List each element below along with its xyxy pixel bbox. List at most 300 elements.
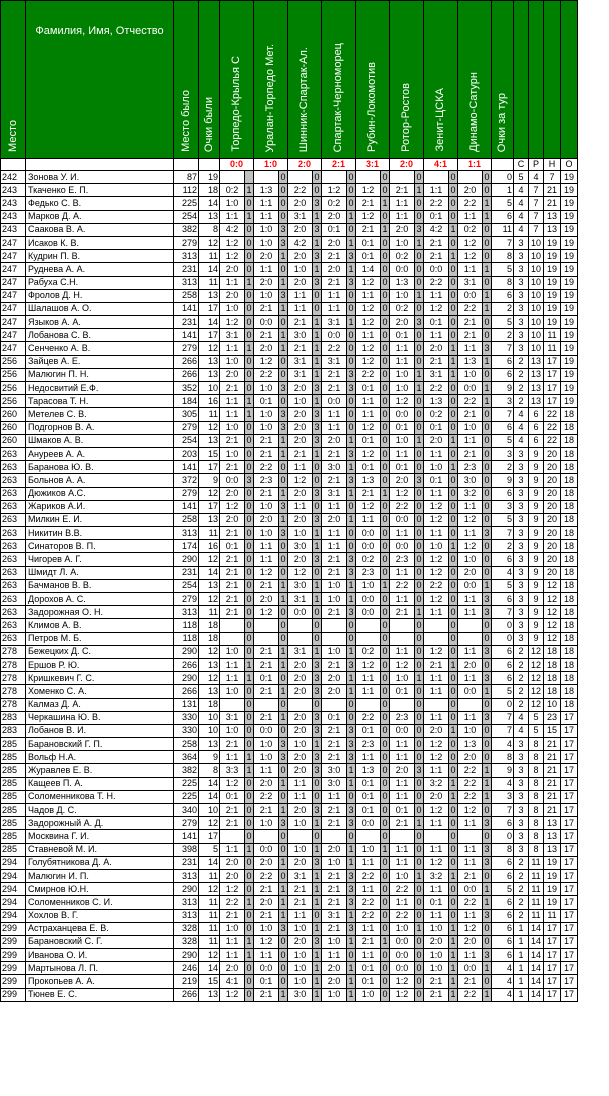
prev-points-cell: 12 [199, 672, 220, 685]
prev-place-cell: 246 [174, 962, 199, 975]
stat-o-cell: 17 [561, 909, 578, 922]
match6-points-cell: 0 [415, 593, 424, 606]
header-row [1, 1, 578, 159]
match7-forecast-cell: 1:3 [424, 395, 449, 408]
match4-forecast-cell: 2:1 [322, 474, 347, 487]
match1-forecast-cell: 1:1 [220, 935, 245, 948]
round-points-cell: 2 [492, 329, 514, 342]
round-points-cell: 2 [492, 461, 514, 474]
match5-points-cell: 0 [381, 408, 390, 421]
round-points-cell: 0 [492, 830, 514, 843]
match7-forecast-cell: 1:2 [424, 593, 449, 606]
match6-forecast-cell: 1:1 [390, 645, 415, 658]
stat-n-cell: 22 [544, 408, 561, 421]
prev-place-cell: 225 [174, 197, 199, 210]
stat-o-cell: 19 [561, 171, 578, 184]
match3-forecast-cell: 1:0 [288, 975, 313, 988]
place-cell: 283 [1, 711, 26, 724]
stat-r-cell: 7 [529, 197, 544, 210]
match8-forecast-cell: 2:1 [458, 408, 483, 421]
match3-points-cell: 1 [313, 329, 322, 342]
match3-points-cell: 3 [313, 276, 322, 289]
stat-r-cell: 6 [529, 434, 544, 447]
stat-r-cell: 7 [529, 184, 544, 197]
stat-s-cell: 3 [514, 289, 529, 302]
stat-r-cell: 9 [529, 474, 544, 487]
name-cell: Ткаченко Е. П. [26, 184, 174, 197]
table-row [1, 236, 578, 249]
match8-forecast-cell: 1:1 [458, 593, 483, 606]
match1-points-cell: 0 [245, 487, 254, 500]
prev-place-cell: 258 [174, 513, 199, 526]
place-cell: 243 [1, 210, 26, 223]
match8-forecast-cell: 1:3 [458, 738, 483, 751]
prev-place-cell: 328 [174, 922, 199, 935]
match8-points-cell: 1 [483, 962, 492, 975]
table-row [1, 276, 578, 289]
prev-points-cell: 14 [199, 856, 220, 869]
stat-r-cell: 8 [529, 830, 544, 843]
match2-forecast-cell: 1:0 [254, 922, 279, 935]
match8-forecast-cell: 2:0 [458, 935, 483, 948]
round-points-cell: 6 [492, 421, 514, 434]
match8-forecast-cell: 1:2 [458, 540, 483, 553]
match6-forecast-cell: 2:2 [390, 909, 415, 922]
match-header-6: Ротор-Ростов [390, 1, 424, 159]
prev-place-cell: 279 [174, 487, 199, 500]
prev-points-cell: 12 [199, 817, 220, 830]
match8-forecast-cell: 1:2 [458, 922, 483, 935]
prev-place-cell: 290 [174, 672, 199, 685]
match4-forecast-cell: 1:0 [322, 593, 347, 606]
prev-place-cell: 313 [174, 527, 199, 540]
match1-points-cell: 0 [245, 223, 254, 236]
match1-forecast-cell: 1:0 [220, 724, 245, 737]
stat-o-cell: 17 [561, 843, 578, 856]
place-cell: 285 [1, 790, 26, 803]
match8-points-cell: 3 [483, 856, 492, 869]
match2-points-cell: 0 [279, 698, 288, 711]
match1-forecast-cell [220, 830, 245, 843]
match8-points-cell: 0 [483, 171, 492, 184]
match1-forecast-cell: 1:0 [220, 922, 245, 935]
match2-points-cell: 0 [279, 210, 288, 223]
match8-forecast-cell: 1:1 [458, 210, 483, 223]
match1-points-cell: 1 [245, 395, 254, 408]
match5-forecast-cell: 1:3 [356, 764, 381, 777]
place-cell: 278 [1, 698, 26, 711]
match2-forecast-cell: 2:0 [254, 777, 279, 790]
match8-forecast-cell: 3:1 [458, 276, 483, 289]
match8-forecast-cell: 1:0 [458, 421, 483, 434]
match8-points-cell: 0 [483, 447, 492, 460]
round-points-cell: 6 [492, 869, 514, 882]
match2-points-cell: 1 [279, 447, 288, 460]
match8-forecast-cell: 0:0 [458, 685, 483, 698]
match6-points-cell: 0 [415, 447, 424, 460]
match2-points-cell: 1 [279, 856, 288, 869]
match7-forecast-cell: 1:1 [424, 329, 449, 342]
match6-forecast-cell: 1:0 [390, 368, 415, 381]
stat-r-cell: 12 [529, 685, 544, 698]
match8-forecast-cell: 1:1 [458, 645, 483, 658]
match3-forecast-cell: 3:1 [288, 645, 313, 658]
match6-points-cell: 1 [415, 922, 424, 935]
results-spacer [492, 159, 514, 171]
match3-forecast-cell [288, 830, 313, 843]
place-cell: 260 [1, 408, 26, 421]
match6-points-cell: 1 [415, 817, 424, 830]
stat-n-cell: 21 [544, 764, 561, 777]
match1-forecast-cell: 1:2 [220, 250, 245, 263]
match7-points-cell: 0 [449, 210, 458, 223]
match8-forecast-cell: 2:0 [458, 184, 483, 197]
round-points-cell: 5 [492, 434, 514, 447]
stat-s-cell: 3 [514, 329, 529, 342]
stat-s-cell: 3 [514, 553, 529, 566]
match4-points-cell: 3 [347, 869, 356, 882]
match2-forecast-cell: 0:1 [254, 975, 279, 988]
name-cell: Чадов Д. С. [26, 804, 174, 817]
match1-points-cell: 0 [245, 790, 254, 803]
match5-forecast-cell: 1:2 [356, 276, 381, 289]
name-cell: Руднева А. А. [26, 263, 174, 276]
place-cell: 263 [1, 593, 26, 606]
name-cell: Фролов Д. Н. [26, 289, 174, 302]
name-cell: Вольф Н.А. [26, 751, 174, 764]
match8-forecast-cell: 1:1 [458, 711, 483, 724]
round-points-cell: 8 [492, 751, 514, 764]
match1-points-cell: 0 [245, 724, 254, 737]
match5-points-cell: 0 [381, 302, 390, 315]
stat-o-cell: 19 [561, 210, 578, 223]
match1-points-cell: 0 [245, 685, 254, 698]
match2-forecast-cell: 2:1 [254, 447, 279, 460]
match2-forecast-cell: 2:0 [254, 250, 279, 263]
name-cell: Барановский С. Г. [26, 935, 174, 948]
stat-n-cell: 17 [544, 382, 561, 395]
prev-place-cell: 258 [174, 289, 199, 302]
round-points-cell: 6 [492, 368, 514, 381]
name-cell: Ставневой М. И. [26, 843, 174, 856]
match5-forecast-cell: 1:2 [356, 500, 381, 513]
match8-points-cell: 1 [483, 896, 492, 909]
stat-r-cell: 9 [529, 566, 544, 579]
prev-points-header: Очки были [199, 1, 220, 159]
round-points-cell: 6 [492, 922, 514, 935]
table-row [1, 724, 578, 737]
round-points-cell: 5 [492, 579, 514, 592]
stat-s-cell: 2 [514, 909, 529, 922]
place-cell: 263 [1, 513, 26, 526]
match3-forecast-cell: 1:2 [288, 474, 313, 487]
match6-forecast-cell: 1:2 [390, 975, 415, 988]
table-row [1, 869, 578, 882]
round-points-cell: 9 [492, 474, 514, 487]
stat-n-cell: 19 [544, 250, 561, 263]
stat-n-cell: 13 [544, 223, 561, 236]
match8-points-cell: 0 [483, 632, 492, 645]
stat-n-cell: 20 [544, 553, 561, 566]
match6-forecast-cell: 1:1 [390, 751, 415, 764]
match5-forecast-cell: 0:1 [356, 461, 381, 474]
match7-forecast-cell: 2:0 [424, 790, 449, 803]
table-row [1, 329, 578, 342]
match4-forecast-cell: 3:0 [322, 764, 347, 777]
match3-forecast-cell: 1:0 [288, 817, 313, 830]
prev-points-cell: 13 [199, 738, 220, 751]
stat-r-cell: 13 [529, 382, 544, 395]
match4-points-cell: 0 [347, 184, 356, 197]
stat-o-cell: 19 [561, 342, 578, 355]
prev-points-cell: 12 [199, 645, 220, 658]
stat-n-cell: 21 [544, 738, 561, 751]
match1-forecast-cell: 2:0 [220, 513, 245, 526]
prev-points-cell: 13 [199, 579, 220, 592]
match5-forecast-cell: 1:1 [356, 685, 381, 698]
match1-forecast-cell: 1:2 [220, 236, 245, 249]
place-cell: 243 [1, 197, 26, 210]
match4-points-cell: 0 [347, 500, 356, 513]
match5-forecast-cell: 1:2 [356, 316, 381, 329]
name-cell: Марков Д. А. [26, 210, 174, 223]
match2-points-cell: 1 [279, 645, 288, 658]
name-cell: Мартынова Л. П. [26, 962, 174, 975]
stat-o-cell: 18 [561, 632, 578, 645]
round-points-cell: 5 [492, 316, 514, 329]
stat-n-cell: 20 [544, 474, 561, 487]
match4-points-cell: 1 [347, 843, 356, 856]
round-points-cell: 6 [492, 658, 514, 671]
match6-points-cell: 0 [415, 909, 424, 922]
match3-forecast-cell: 2:0 [288, 421, 313, 434]
match2-forecast-cell [254, 171, 279, 184]
match8-forecast-cell: 1:2 [458, 804, 483, 817]
match1-forecast-cell: 2:1 [220, 804, 245, 817]
match4-points-cell: 3 [347, 447, 356, 460]
prev-points-cell: 11 [199, 408, 220, 421]
match6-points-cell: 0 [415, 738, 424, 751]
match3-points-cell: 3 [313, 421, 322, 434]
match7-forecast-cell: 1:2 [424, 566, 449, 579]
match6-points-cell: 0 [415, 500, 424, 513]
match7-points-cell: 1 [449, 355, 458, 368]
match8-forecast-cell: 2:2 [458, 896, 483, 909]
match7-forecast-cell: 1:1 [424, 289, 449, 302]
match7-forecast-cell: 1:0 [424, 922, 449, 935]
match8-points-cell: 0 [483, 698, 492, 711]
match7-points-cell: 0 [449, 843, 458, 856]
stat-r-cell: 10 [529, 236, 544, 249]
match7-points-cell: 1 [449, 949, 458, 962]
match6-forecast-cell [390, 698, 415, 711]
stat-r-cell: 14 [529, 975, 544, 988]
match3-points-cell: 3 [313, 751, 322, 764]
match8-forecast-cell: 0:0 [458, 289, 483, 302]
stat-s-cell: 3 [514, 316, 529, 329]
match4-forecast-cell [322, 619, 347, 632]
match4-points-cell: 1 [347, 935, 356, 948]
prev-points-cell: 11 [199, 869, 220, 882]
match6-forecast-cell: 1:1 [390, 197, 415, 210]
match5-points-cell: 1 [381, 935, 390, 948]
match5-forecast-cell: 0:1 [356, 382, 381, 395]
match1-forecast-cell: 2:0 [220, 263, 245, 276]
name-cell: Ершов Р. Ю. [26, 658, 174, 671]
match6-forecast-cell: 1:1 [390, 777, 415, 790]
prev-points-cell: 13 [199, 355, 220, 368]
match8-forecast-cell: 1:1 [458, 434, 483, 447]
match6-points-cell: 1 [415, 236, 424, 249]
match4-points-cell: 3 [347, 883, 356, 896]
match5-forecast-cell: 0:1 [356, 804, 381, 817]
match8-points-cell: 0 [483, 751, 492, 764]
match6-points-cell: 0 [415, 962, 424, 975]
match4-points-cell: 0 [347, 711, 356, 724]
match5-points-cell: 0 [381, 711, 390, 724]
match5-points-cell: 0 [381, 869, 390, 882]
match7-forecast-cell: 2:1 [424, 236, 449, 249]
match4-points-cell: 0 [347, 830, 356, 843]
match5-points-cell: 1 [381, 487, 390, 500]
match7-forecast-cell: 1:1 [424, 447, 449, 460]
match8-points-cell: 0 [483, 250, 492, 263]
table-row [1, 342, 578, 355]
place-cell: 247 [1, 329, 26, 342]
match5-forecast-cell: 1:1 [356, 408, 381, 421]
match2-forecast-cell: 2:2 [254, 368, 279, 381]
match6-points-cell: 3 [415, 316, 424, 329]
round-points-cell: 7 [492, 236, 514, 249]
stat-r-cell: 9 [529, 593, 544, 606]
match6-points-cell: 1 [415, 289, 424, 302]
match3-forecast-cell: 2:0 [288, 804, 313, 817]
match1-points-cell: 0 [245, 250, 254, 263]
place-cell: 285 [1, 804, 26, 817]
match4-forecast-cell: 2:0 [322, 434, 347, 447]
name-cell: Бежецких Д. С. [26, 645, 174, 658]
match2-points-cell: 0 [279, 949, 288, 962]
prev-place-cell: 330 [174, 724, 199, 737]
match5-points-cell: 0 [381, 263, 390, 276]
stat-n-cell: 13 [544, 210, 561, 223]
match8-forecast-cell: 1:1 [458, 817, 483, 830]
round-points-cell: 4 [492, 962, 514, 975]
match4-forecast-cell: 1:0 [322, 988, 347, 1001]
match1-forecast-cell: 2:0 [220, 368, 245, 381]
match1-points-cell: 0 [245, 856, 254, 869]
match8-forecast-cell: 1:1 [458, 263, 483, 276]
stat-o-cell: 19 [561, 250, 578, 263]
round-points-cell: 6 [492, 909, 514, 922]
results-row [1, 159, 578, 171]
round-points-cell: 8 [492, 276, 514, 289]
match7-forecast-cell: 1:2 [424, 500, 449, 513]
prev-points-cell: 12 [199, 487, 220, 500]
match3-points-cell: 1 [313, 527, 322, 540]
match3-forecast-cell: 2:0 [288, 856, 313, 869]
match7-points-cell: 1 [449, 540, 458, 553]
match1-points-cell: 0 [245, 236, 254, 249]
match8-points-cell: 0 [483, 658, 492, 671]
match5-forecast-cell: 2:1 [356, 197, 381, 210]
match1-points-cell: 0 [245, 316, 254, 329]
match3-points-cell: 0 [313, 777, 322, 790]
stat-r-cell: 8 [529, 764, 544, 777]
match5-forecast-cell: 1:2 [356, 342, 381, 355]
prev-points-cell: 12 [199, 342, 220, 355]
stat-r-cell: 10 [529, 329, 544, 342]
match1-forecast-cell: 2:1 [220, 593, 245, 606]
prev-place-cell: 219 [174, 975, 199, 988]
prev-points-cell: 18 [199, 184, 220, 197]
match1-forecast-cell: 2:1 [220, 817, 245, 830]
stat-n-cell: 17 [544, 922, 561, 935]
name-cell: Черкашина Ю. В. [26, 711, 174, 724]
match4-points-cell: 3 [347, 606, 356, 619]
stat-o-cell: 17 [561, 883, 578, 896]
prev-points-cell: 13 [199, 658, 220, 671]
match8-points-cell: 0 [483, 434, 492, 447]
stat-r-cell: 13 [529, 368, 544, 381]
match7-forecast-cell: 1:2 [424, 751, 449, 764]
match6-forecast-cell: 0:1 [390, 685, 415, 698]
match7-points-cell: 0 [449, 276, 458, 289]
match1-forecast-cell: 4:2 [220, 223, 245, 236]
match8-points-cell: 0 [483, 500, 492, 513]
match2-forecast-cell: 1:1 [254, 540, 279, 553]
name-cell: Калмаз Д. А. [26, 698, 174, 711]
match5-points-cell: 0 [381, 962, 390, 975]
match8-points-cell: 0 [483, 408, 492, 421]
match4-forecast-cell: 1:0 [322, 645, 347, 658]
prev-points-cell: 11 [199, 606, 220, 619]
match1-forecast-cell: 1:1 [220, 672, 245, 685]
name-cell: Астраханцева Е. В. [26, 922, 174, 935]
match7-points-cell: 0 [449, 171, 458, 184]
match2-points-cell: 1 [279, 593, 288, 606]
match1-forecast-cell: 1:0 [220, 685, 245, 698]
stat-s-cell: 3 [514, 302, 529, 315]
results-spacer [199, 159, 220, 171]
name-cell: Малюгин И. П. [26, 869, 174, 882]
round-points-cell: 2 [492, 540, 514, 553]
prev-place-cell: 352 [174, 382, 199, 395]
match2-forecast-cell: 1:2 [254, 566, 279, 579]
match2-forecast-cell: 2:1 [254, 685, 279, 698]
match4-forecast-cell: 1:1 [322, 527, 347, 540]
stat-s-cell: 2 [514, 395, 529, 408]
match7-forecast-cell: 1:2 [424, 645, 449, 658]
match3-forecast-cell: 1:0 [288, 263, 313, 276]
match5-points-cell: 0 [381, 817, 390, 830]
place-cell: 299 [1, 949, 26, 962]
match8-forecast-cell: 1:1 [458, 949, 483, 962]
place-cell: 285 [1, 738, 26, 751]
match1-points-cell: 0 [245, 804, 254, 817]
match3-forecast-cell: 3:1 [288, 355, 313, 368]
match7-forecast-cell: 1:2 [424, 856, 449, 869]
stat-r-cell: 10 [529, 250, 544, 263]
match2-points-cell: 1 [279, 302, 288, 315]
match5-forecast-cell: 0:1 [356, 434, 381, 447]
match2-points-cell: 3 [279, 236, 288, 249]
match-result-2: 1:0 [254, 159, 288, 171]
stat-o-cell: 18 [561, 658, 578, 671]
round-points-cell: 0 [492, 632, 514, 645]
match6-forecast-cell: 1:0 [390, 672, 415, 685]
stat-s-cell: 4 [514, 408, 529, 421]
